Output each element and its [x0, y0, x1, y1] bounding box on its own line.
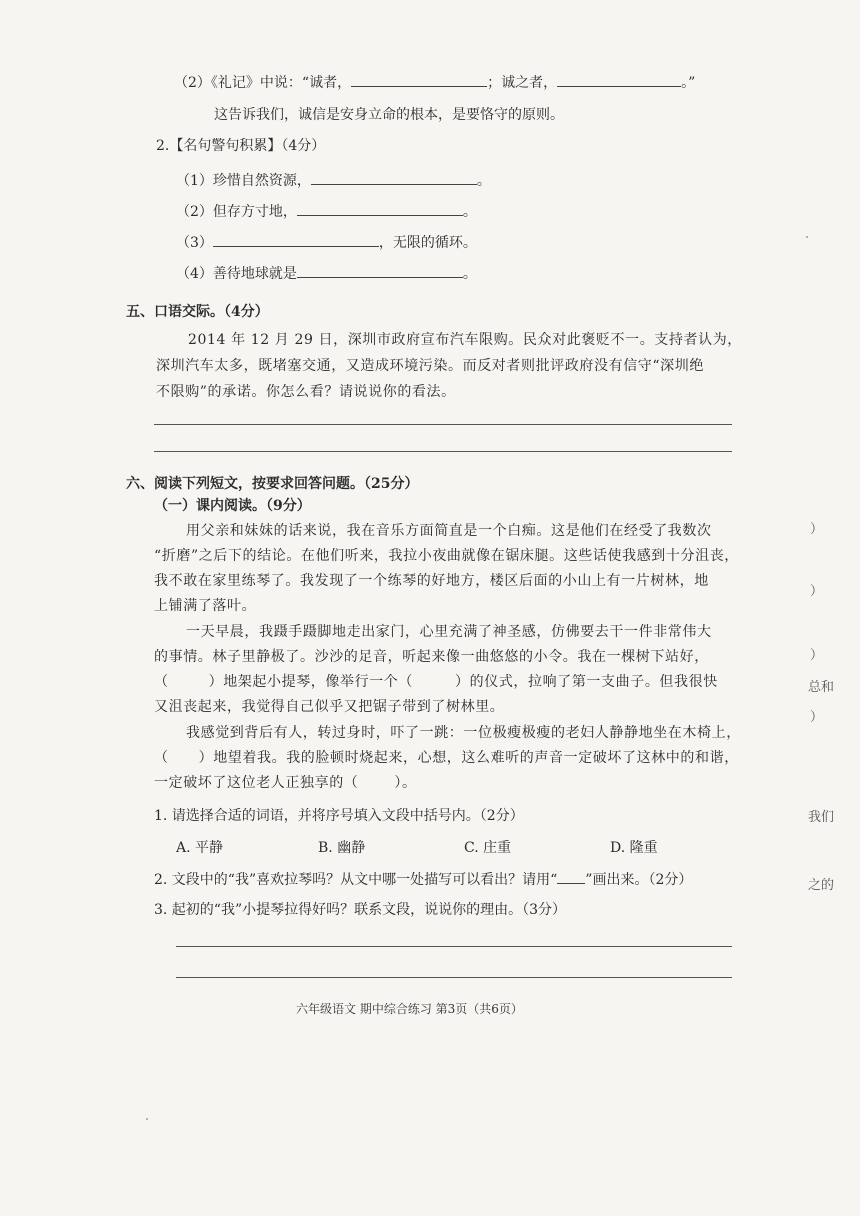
answer-blank[interactable]	[213, 232, 379, 247]
passage-p3-line-1: 我感觉到背后有人，转过身时，吓了一跳：一位极瘦极瘦的老妇人静静地坐在木椅上，	[186, 725, 741, 741]
proverb-item-2: （2）但存方寸地， 。	[176, 201, 477, 222]
question-1: 1. 请选择合适的词语，并将序号填入文段中括号内。（2分）	[154, 808, 524, 824]
passage-p1-line-1: 用父亲和妹妹的话来说，我在音乐方面简直是一个白痴。这是他们在经受了我数次	[186, 523, 712, 539]
section5-title: 五、口语交际。（4分）	[126, 304, 269, 320]
edge-fragment: ）	[810, 522, 824, 537]
proverb-item-3: （3） ，无限的循环。	[176, 232, 477, 253]
edge-fragment: 我们	[808, 810, 835, 825]
passage-p2-line-3: （ ）地架起小提琴，像举行一个（ ）的仪式，拉响了第一支曲子。但我很快	[154, 674, 718, 690]
answer-line[interactable]	[154, 451, 732, 452]
scan-speck	[146, 1118, 148, 1120]
passage-p1-line-3: 我不敢在家里练琴了。我发现了一个练琴的好地方，楼区后面的小山上有一片树林，地	[154, 573, 709, 589]
passage-p2-line-4: 又沮丧起来，我觉得自己似乎又把锯子带到了树林里。	[154, 699, 505, 715]
passage-p1-line-2: “折磨”之后下的结论。在他们听来，我拉小夜曲就像在锯床腿。这些话使我感到十分沮丧，	[154, 548, 739, 564]
option-a[interactable]: A. 平静	[176, 840, 224, 856]
passage-p3-line-3: 一定破坏了这位老人正独享的（ ）。	[154, 775, 417, 791]
page-footer: 六年级语文 期中综合练习 第3页（共6页）	[296, 1002, 523, 1016]
liji-note: 这告诉我们，诚信是安身立命的根本，是要恪守的原则。	[214, 107, 564, 123]
section5-line-2: 深圳汽车太多，既堵塞交通，又造成环境污染。而反对者则批评政府没有信守“深圳绝	[156, 358, 704, 374]
section6-subtitle: （一）课内阅读。（9分）	[154, 498, 311, 514]
edge-fragment: 之的	[808, 878, 835, 893]
answer-blank[interactable]	[311, 170, 477, 185]
passage-p3-line-2: （ ）地望着我。我的脸顿时烧起来，心想，这么难听的声音一定破坏了这林中的和谐，	[154, 750, 739, 766]
answer-blank[interactable]	[297, 201, 463, 216]
proverb-item-1: （1）珍惜自然资源， 。	[176, 170, 491, 191]
answer-line[interactable]	[176, 977, 732, 978]
edge-fragment: ）	[810, 710, 824, 725]
proverb-item-4: （4）善待地球就是 。	[176, 263, 477, 284]
question-3: 3. 起初的“我”小提琴拉得好吗？联系文段，说说你的理由。（3分）	[154, 902, 567, 918]
option-b[interactable]: B. 幽静	[318, 840, 366, 856]
answer-blank[interactable]	[557, 72, 681, 87]
section5-line-1: 2014 年 12 月 29 日，深圳市政府宣布汽车限购。民众对此褒贬不一。支持者认为，	[188, 332, 742, 348]
answer-line[interactable]	[154, 424, 732, 425]
passage-p2-line-1: 一天早晨，我蹑手蹑脚地走出家门，心里充满了神圣感，仿佛要去干一件非常伟大	[186, 624, 712, 640]
section5-line-3: 不限购”的承诺。你怎么看？请说说你的看法。	[156, 384, 456, 400]
option-d[interactable]: D. 隆重	[610, 840, 658, 856]
answer-blank[interactable]	[351, 72, 487, 87]
scan-speck	[806, 236, 808, 238]
underline-sample	[557, 871, 585, 884]
edge-fragment: ）	[810, 584, 824, 599]
question-2: 2. 文段中的“我”喜欢拉琴吗？从文中哪一处描写可以看出？请用“ ”画出来。（2分）	[154, 872, 693, 888]
section6-title: 六、阅读下列短文，按要求回答问题。（25分）	[126, 476, 419, 492]
passage-p2-line-2: 的事情。林子里静极了。沙沙的足音，听起来像一曲悠悠的小令。我在一棵树下站好，	[154, 649, 709, 665]
answer-blank[interactable]	[297, 263, 463, 278]
proverbs-title: 2.【名句警句积累】（4分）	[156, 138, 326, 154]
edge-fragment: 总和	[808, 680, 835, 695]
passage-p1-line-4: 上铺满了落叶。	[154, 598, 257, 614]
liji-question: （2）《礼记》中说：“诚者， ；诚之者， 。”	[174, 72, 695, 93]
answer-line[interactable]	[176, 946, 732, 947]
edge-fragment: ）	[810, 648, 824, 663]
option-c[interactable]: C. 庄重	[464, 840, 512, 856]
